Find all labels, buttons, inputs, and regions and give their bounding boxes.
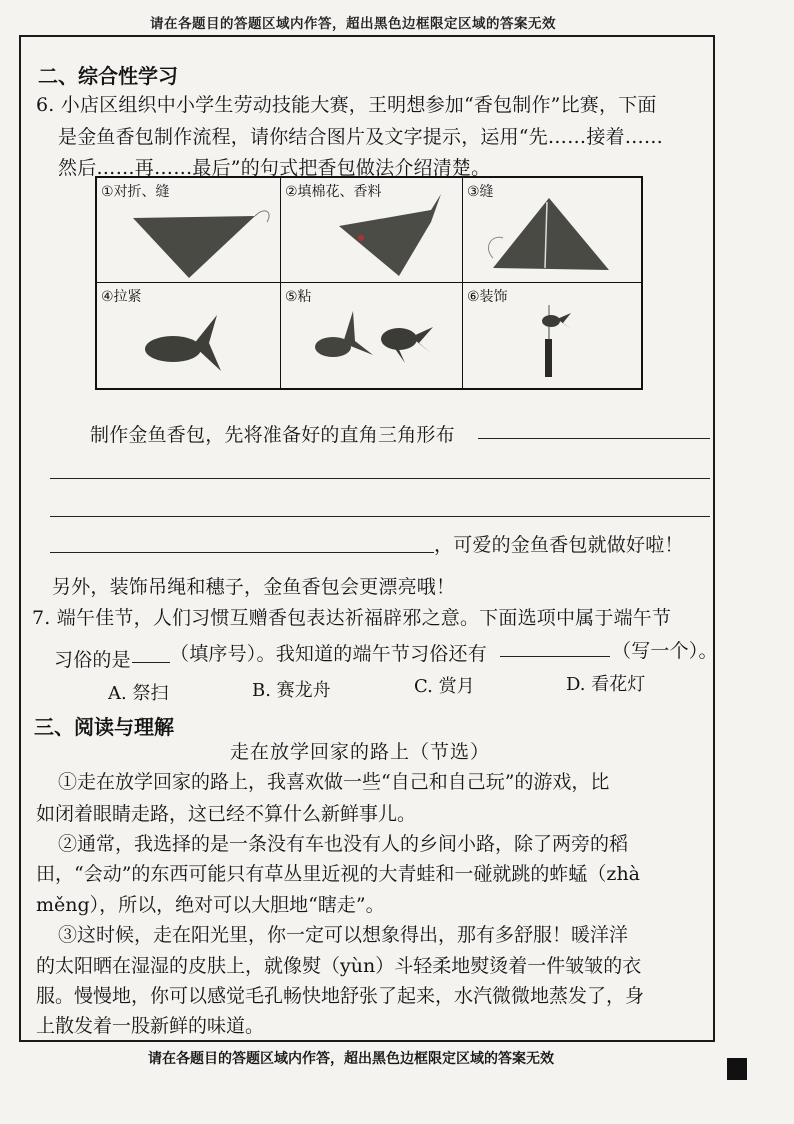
q7-line-2b: （填序号）。我知道的端午节习俗还有	[170, 643, 487, 665]
paragraph-line: ①走在放学回家的路上，我喜欢做一些“自己和自己玩”的游戏，比	[58, 771, 610, 793]
steps-figure	[95, 176, 643, 390]
paragraph-line: měng），所以，绝对可以大胆地“瞎走”。	[36, 894, 385, 916]
step-cell	[463, 178, 643, 283]
paragraph-line: 的太阳晒在湿湿的皮肤上，就像熨（yùn）斗轻柔地熨烫着一件皱皱的衣	[36, 955, 642, 977]
option-c[interactable]: C. 赏月	[414, 676, 475, 697]
step-label: ②填棉花、香料	[285, 184, 382, 200]
answer-blank[interactable]	[50, 516, 710, 517]
header-note: 请在各题目的答题区域内作答，超出黑色边框限定区域的答案无效	[150, 16, 556, 32]
step-label: ④拉紧	[101, 289, 142, 305]
folded-triangle-icon	[97, 178, 281, 283]
q7-line-2a: 习俗的是	[54, 649, 131, 671]
step-cell	[281, 283, 463, 388]
q7-custom-blank[interactable]	[500, 656, 610, 657]
paragraph-line: 服。慢慢地，你可以感觉毛孔畅快地舒张了起来，水汽微微地蒸发了，身	[36, 985, 645, 1007]
q6-line-3: 然后……再……最后”的句式把香包做法介绍清楚。	[58, 157, 491, 179]
q7-line-2c: （写一个）。	[612, 640, 718, 662]
option-b[interactable]: B. 赛龙舟	[252, 680, 331, 701]
glued-goldfish-icon	[281, 283, 463, 388]
sewn-triangle-icon	[463, 178, 643, 283]
step-label: ⑤粘	[285, 289, 312, 305]
stuffed-triangle-icon	[281, 178, 463, 283]
story-title: 走在放学回家的路上（节选）	[230, 741, 491, 763]
section-title-comprehensive: 二、综合性学习	[38, 64, 178, 88]
step-cell	[97, 178, 281, 283]
q6-line-1: 6. 小店区组织中小学生劳动技能大赛，王明想参加“香包制作”比赛，下面	[36, 94, 657, 116]
paragraph-line: 上散发着一股新鲜的味道。	[36, 1015, 265, 1037]
answer-start: 制作金鱼香包，先将准备好的直角三角形布	[90, 424, 455, 446]
decorated-sachet-icon	[463, 283, 643, 388]
answer-blank[interactable]	[50, 478, 710, 479]
paragraph-line: ③这时候，走在阳光里，你一定可以想象得出，那有多舒服！暖洋洋	[58, 924, 629, 946]
alignment-mark	[727, 1058, 747, 1080]
extra-tip: 另外，装饰吊绳和穗子，金鱼香包会更漂亮哦！	[52, 576, 456, 598]
goldfish-shape-icon	[97, 283, 281, 388]
paragraph-line: 如闭着眼睛走路，这已经不算什么新鲜事儿。	[36, 803, 417, 825]
step-cell	[463, 283, 643, 388]
paragraph-line: 田，“会动”的东西可能只有草丛里近视的大青蛙和一碰就跳的蚱蜢（zhà	[36, 863, 641, 885]
step-label: ⑥装饰	[467, 289, 508, 305]
q7-answer-blank[interactable]	[132, 662, 170, 663]
answer-blank[interactable]	[478, 438, 710, 439]
answer-blank[interactable]	[50, 552, 434, 553]
step-cell	[97, 283, 281, 388]
paragraph-line: ②通常，我选择的是一条没有车也没有人的乡间小路，除了两旁的稻	[58, 833, 629, 855]
section-title-reading: 三、阅读与理解	[34, 715, 174, 739]
option-a[interactable]: A. 祭扫	[108, 683, 169, 704]
footer-note: 请在各题目的答题区域内作答，超出黑色边框限定区域的答案无效	[148, 1051, 554, 1067]
step-label: ①对折、缝	[101, 184, 170, 200]
step-label: ③缝	[467, 184, 494, 200]
q6-line-2: 是金鱼香包制作流程，请你结合图片及文字提示，运用“先……接着……	[58, 126, 664, 148]
answer-end: ，可爱的金鱼香包就做好啦！	[434, 534, 684, 556]
step-cell	[281, 178, 463, 283]
option-d[interactable]: D. 看花灯	[566, 674, 646, 695]
q7-line-1: 7. 端午佳节，人们习惯互赠香包表达祈福辟邪之意。下面选项中属于端午节	[32, 607, 672, 629]
